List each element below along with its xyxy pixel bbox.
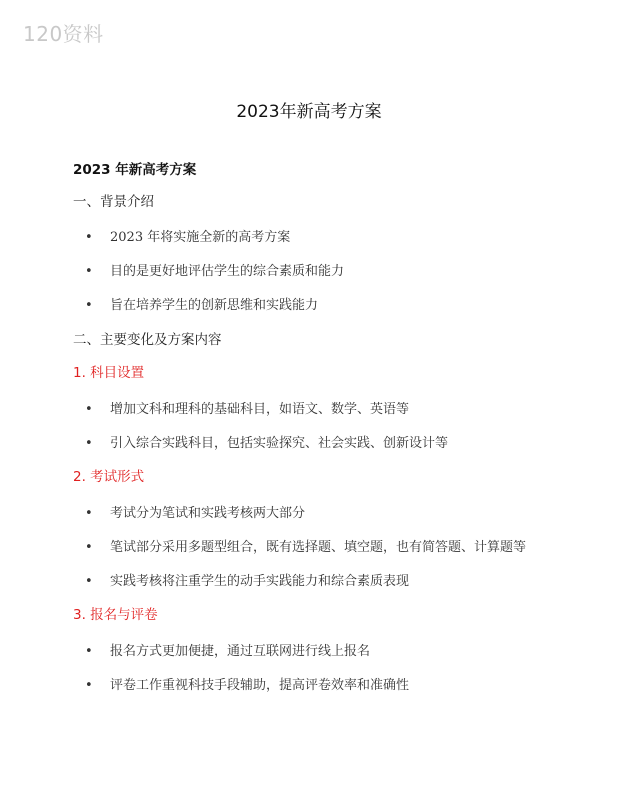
bullet-icon: • xyxy=(85,678,93,693)
watermark-text: 120资料 xyxy=(23,22,104,46)
list-item: • 评卷工作重视科技手段辅助，提高评卷效率和准确性 xyxy=(73,675,553,697)
bullet-icon: • xyxy=(85,644,93,659)
document-body xyxy=(73,159,553,697)
subheading-exam-format: 2. 考试形式 xyxy=(73,469,145,485)
bullet-icon: • xyxy=(85,230,93,245)
registration-list xyxy=(73,641,553,697)
background-list xyxy=(73,227,553,317)
section-heading-changes: 二、主要变化及方案内容 xyxy=(73,332,222,348)
list-item: • 考试分为笔试和实践考核两大部分 xyxy=(73,503,553,525)
list-item: • 引入综合实践科目，包括实验探究、社会实践、创新设计等 xyxy=(73,433,553,455)
list-item: • 2023 年将实施全新的高考方案 xyxy=(73,227,553,249)
section-heading-background: 一、背景介绍 xyxy=(73,194,154,210)
subjects-list xyxy=(73,399,553,455)
list-item: • 目的是更好地评估学生的综合素质和能力 xyxy=(73,261,553,283)
bullet-icon: • xyxy=(85,264,93,279)
bullet-icon: • xyxy=(85,298,93,313)
list-item: • 增加文科和理科的基础科目，如语文、数学、英语等 xyxy=(73,399,553,421)
list-item: • 报名方式更加便捷，通过互联网进行线上报名 xyxy=(73,641,553,663)
exam-format-list xyxy=(73,503,553,593)
list-item: • 旨在培养学生的创新思维和实践能力 xyxy=(73,295,553,317)
document-title: 2023年新高考方案 xyxy=(236,102,382,122)
list-item: • 笔试部分采用多题型组合，既有选择题、填空题，也有简答题、计算题等 xyxy=(73,537,553,559)
bullet-icon: • xyxy=(85,574,93,589)
bullet-icon: • xyxy=(85,436,93,451)
list-item: • 实践考核将注重学生的动手实践能力和综合素质表现 xyxy=(73,571,553,593)
bullet-icon: • xyxy=(85,402,93,417)
bullet-icon: • xyxy=(85,540,93,555)
bullet-icon: • xyxy=(85,506,93,521)
main-heading: 2023 年新高考方案 xyxy=(73,162,197,178)
subheading-subjects: 1. 科目设置 xyxy=(73,365,145,381)
subheading-registration: 3. 报名与评卷 xyxy=(73,607,158,623)
